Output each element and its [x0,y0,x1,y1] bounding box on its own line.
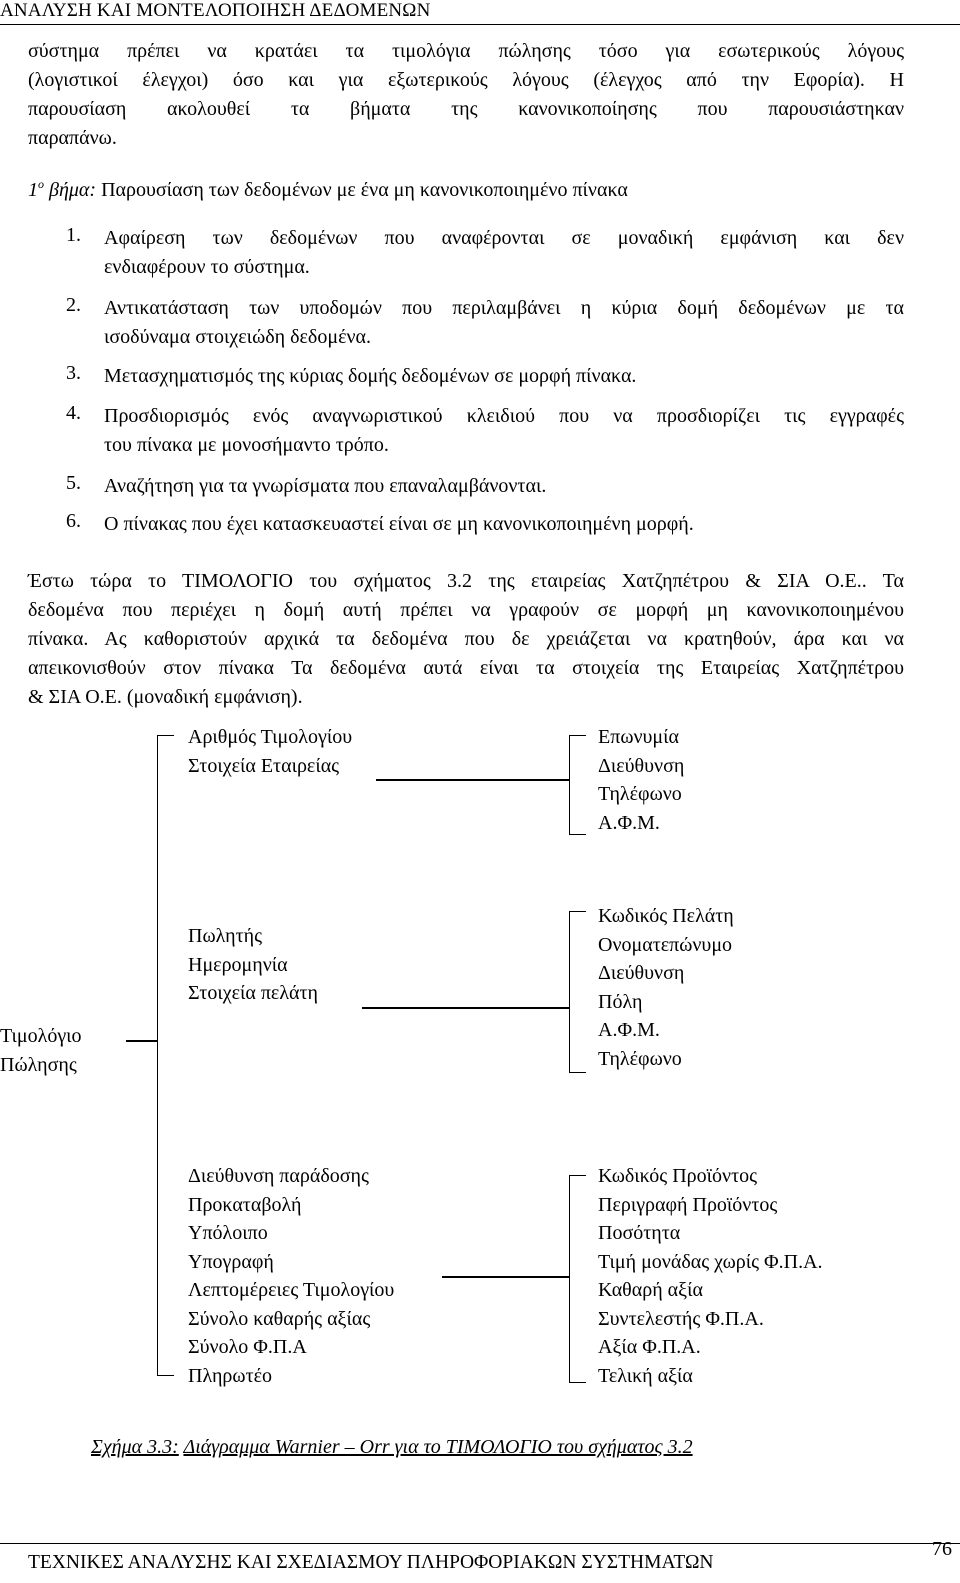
step-label: βήμα: [49,179,97,201]
footer-rule [0,1543,960,1544]
diagram-node: Υπογραφή [188,1250,274,1273]
diagram-node: Κωδικός Προϊόντος [598,1165,758,1187]
list-item-number: 2. [66,294,81,316]
step-ordinal: 1 [28,179,38,201]
diagram-detail-fields [598,1162,823,1390]
list-item-line: Προσδιορισμός ενός αναγνωριστικού κλειδιού που να προσδιορίζει τις εγγραφές [104,405,904,427]
diagram-connector-main [126,1040,157,1042]
diagram-connector-details [442,1276,569,1278]
list-item-number: 6. [66,510,81,532]
caption-text: Διάγραμμα Warnier – Orr για το ΤΙΜΟΛΟΓΙΟ του σχήματος 3.2 [183,1436,693,1458]
step-heading [28,176,628,205]
diagram-bracket-details [569,1175,586,1383]
diagram-node: Τιμή μονάδας χωρίς Φ.Π.Α. [598,1250,823,1273]
diagram-node: Σύνολο καθαρής αξίας [188,1307,371,1330]
diagram-node: Πώλησης [0,1053,77,1076]
list-item [66,510,904,539]
diagram-node: Α.Φ.Μ. [598,811,660,834]
diagram-node: Πωλητής [188,925,263,947]
figure-caption [91,1433,693,1461]
body-paragraph [28,567,904,712]
diagram-node: Διεύθυνση [598,962,685,984]
diagram-node: Προκαταβολή [188,1193,302,1216]
list-item-line: ισοδύναμα στοιχειώδη δεδομένα. [104,326,372,348]
diagram-node: Στοιχεία πελάτη [188,982,318,1004]
list-item [66,472,904,501]
diagram-group-1 [188,723,352,780]
diagram-node: Στοιχεία Εταιρείας [188,754,340,777]
list-item-line: Μετασχηματισμός της κύριας δομής δεδομένων σε μορφή πίνακα. [104,365,637,387]
diagram-node: Τελική αξία [598,1364,693,1387]
diagram-node: Σύνολο Φ.Π.Α [188,1336,307,1358]
diagram-node: Τιμολόγιο [0,1025,82,1047]
header-rule [0,24,960,25]
diagram-node: Τηλέφωνο [598,783,682,805]
list-item-line: του πίνακα με μονοσήμαντο τρόπο. [104,434,389,456]
text-line: (λογιστικοί έλεγχοι) όσο και για εξωτερικούς λόγους (έλεγχος από την Εφορία). Η [28,69,904,91]
list-item-number: 5. [66,472,81,494]
list-item-line: Αναζήτηση για τα γνωρίσματα που επαναλαμβάνονται. [104,475,547,497]
diagram-node: Αριθμός Τιμολογίου [188,726,353,748]
text-line: & ΣΙΑ Ο.Ε. (μοναδική εμφάνιση). [28,686,303,708]
list-item-line: Ο πίνακας που έχει κατασκευαστεί είναι σε μη κανονικοποιημένη μορφή. [104,513,694,535]
step-ordinal-sup: ο [38,177,44,191]
text-line: Έστω τώρα το ΤΙΜΟΛΟΓΙΟ του σχήματος 3.2 της εταιρείας Χατζηπέτρου & ΣΙΑ Ο.Ε.. Τα [28,570,904,592]
diagram-node: Διεύθυνση [598,754,685,777]
text-line: σύστημα πρέπει να κρατάει τα τιμολόγια πώλησης τόσο για εσωτερικούς λόγους [28,40,904,62]
diagram-node: Επωνυμία [598,726,680,748]
text-line: παραπάνω. [28,127,117,149]
diagram-node: Υπόλοιπο [188,1222,268,1244]
list-item [66,402,904,460]
list-item-number: 3. [66,362,81,384]
diagram-node: Λεπτομέρειες Τιμολογίου [188,1279,395,1301]
diagram-node: Πληρωτέο [188,1364,273,1387]
page-number: 76 [932,1538,952,1560]
text-line: παρουσίαση ακολουθεί τα βήματα της κανονικοποίησης που παρουσιάστηκαν [28,98,904,120]
diagram-node: Καθαρή αξία [598,1279,703,1301]
list-item-line: Αντικατάσταση των υποδομών που περιλαμβάνει η κύρια δομή δεδομένων με τα [104,297,904,319]
diagram-group-2 [188,922,318,1008]
diagram-customer-fields [598,902,734,1073]
diagram-node: Αξία Φ.Π.Α. [598,1336,701,1358]
diagram-node: Συντελεστής Φ.Π.Α. [598,1307,764,1330]
footer-title: ΤΕΧΝΙΚΕΣ ΑΝΑΛΥΣΗΣ ΚΑΙ ΣΧΕΔΙΑΣΜΟΥ ΠΛΗΡΟΦΟΡΙΑΚΩΝ ΣΥΣΤΗΜΑΤΩΝ [28,1552,714,1573]
diagram-company-fields [598,723,684,837]
step-text: Παρουσίαση των δεδομένων με ένα μη κανονικοποιημένο πίνακα [101,179,628,201]
diagram-bracket-customer [569,911,586,1073]
list-item-line: Αφαίρεση των δεδομένων που αναφέρονται σε μοναδική εμφάνιση και δεν [104,227,904,249]
list-item-number: 1. [66,224,81,246]
diagram-bracket-main [157,735,174,1376]
diagram-node: Τηλέφωνο [598,1047,682,1070]
diagram-node: Πόλη [598,990,643,1013]
diagram-node: Α.Φ.Μ. [598,1019,660,1041]
intro-paragraph [28,37,904,153]
text-line: δεδομένα που περιέχει η δομή αυτή πρέπει να γραφούν σε μορφή μη κανονικοποιημένου [28,599,904,621]
diagram-node: Ποσότητα [598,1222,681,1244]
diagram-node: Ημερομηνία [188,953,288,976]
caption-label: Σχήμα 3.3: [91,1436,179,1458]
diagram-group-3 [188,1162,394,1390]
diagram-node: Περιγραφή Προϊόντος [598,1193,778,1216]
text-line: απεικονισθούν στον πίνακα Τα δεδομένα αυτά είναι τα στοιχεία της Εταιρείας Χατζηπέτρου [28,657,904,679]
page-header-title: ΑΝΑΛΥΣΗ ΚΑΙ ΜΟΝΤΕΛΟΠΟΙΗΣΗ ΔΕΔΟΜΕΝΩΝ [0,0,431,21]
list-item [66,294,904,352]
diagram-node: Διεύθυνση παράδοσης [188,1165,369,1187]
list-item-line: ενδιαφέρουν το σύστημα. [104,256,310,278]
diagram-bracket-company [569,735,586,835]
list-item [66,224,904,282]
list-item-number: 4. [66,402,81,424]
diagram-connector-customer [362,1007,569,1009]
diagram-connector-company [376,779,569,781]
diagram-node: Κωδικός Πελάτη [598,905,734,927]
diagram-root [0,1022,82,1079]
text-line: πίνακα. Ας καθοριστούν αρχικά τα δεδομένα που δε χρειάζεται να κρατηθούν, άρα και να [28,628,904,650]
diagram-node: Ονοματεπώνυμο [598,933,733,956]
list-item [66,362,904,391]
